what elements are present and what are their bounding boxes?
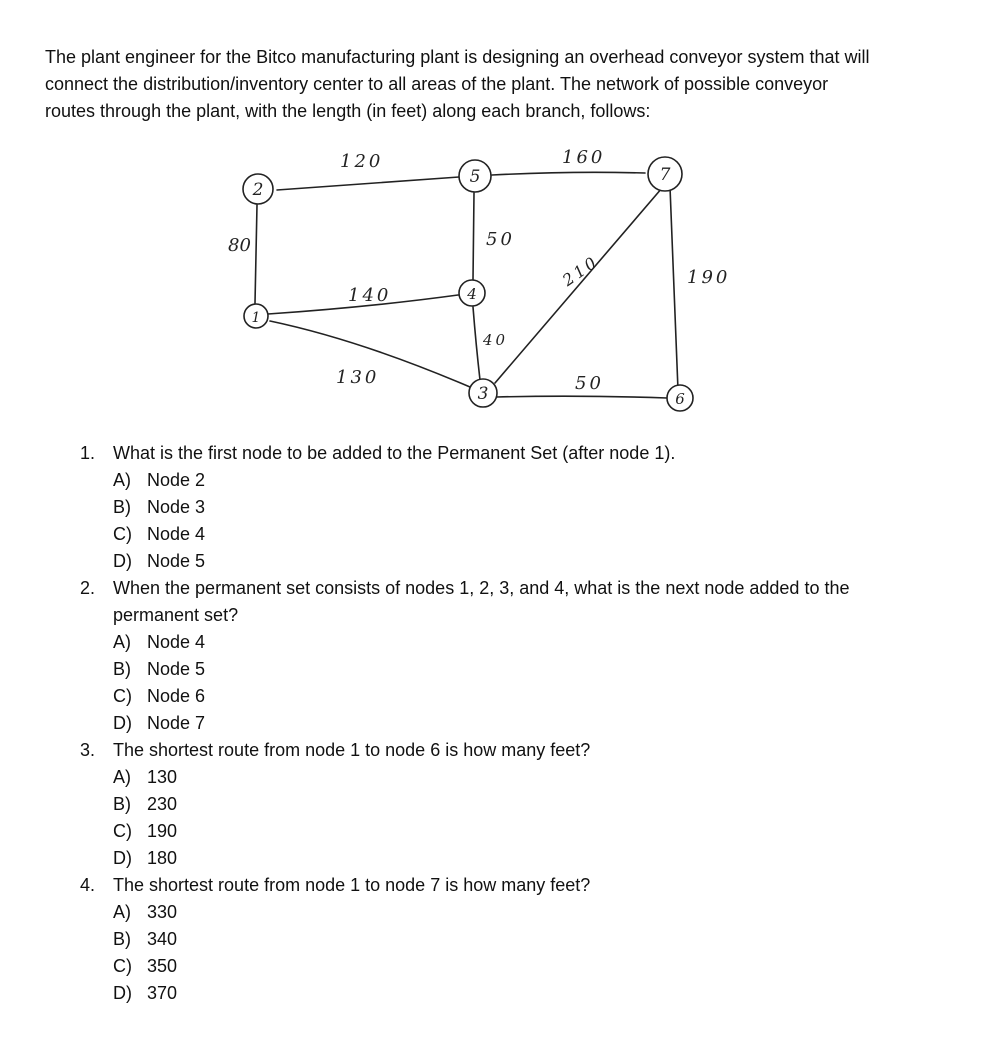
option-text: 180 [147, 848, 178, 868]
node-2-label: 2 [252, 180, 264, 200]
answer-option [113, 926, 900, 953]
option-letter: D) [113, 848, 132, 868]
option-letter: D) [113, 551, 132, 571]
option-text: Node 2 [147, 470, 206, 490]
node-7 [648, 157, 682, 191]
intro-line: connect the distribution/inventory center to all areas of the plant. The network of possible conveyor [45, 74, 829, 94]
answer-option [113, 764, 900, 791]
answer-options [113, 899, 900, 1007]
edge-label-4-3: 40 [483, 331, 509, 349]
question-text: permanent set? [113, 605, 239, 625]
edge-label-2-1: 80 [228, 235, 251, 256]
option-text: 330 [147, 902, 178, 922]
option-letter: B) [113, 497, 131, 517]
option-letter: C) [113, 686, 132, 706]
intro-line: routes through the plant, with the length (in feet) along each branch, follows: [45, 101, 651, 121]
option-letter: B) [113, 659, 131, 679]
answer-options [113, 764, 900, 872]
option-text: Node 4 [147, 524, 206, 544]
option-text: Node 3 [147, 497, 206, 517]
edge-label-3-6: 50 [575, 373, 604, 394]
option-letter: B) [113, 929, 131, 949]
question-text: When the permanent set consists of nodes 1, 2, 3, and 4, what is the next node added to the [113, 578, 850, 598]
option-text: 370 [147, 983, 178, 1003]
node-1 [244, 304, 268, 328]
edge-label-5-4: 50 [486, 229, 515, 250]
edge-label-2-5: 120 [340, 151, 384, 172]
option-letter: A) [113, 902, 131, 922]
node-7-label: 7 [659, 165, 671, 185]
answer-options [113, 467, 900, 575]
answer-option [113, 899, 900, 926]
edge-label-3-7: 210 [558, 251, 603, 290]
edge-4-3 [473, 307, 480, 380]
question-number: 1. [80, 443, 96, 463]
question-2 [80, 575, 900, 737]
answer-option [113, 494, 900, 521]
option-letter: C) [113, 821, 132, 841]
node-5-label: 5 [469, 167, 481, 187]
question-text: The shortest route from node 1 to node 7 is how many feet? [113, 875, 591, 895]
question-text: The shortest route from node 1 to node 6 is how many feet? [113, 740, 591, 760]
node-4-label: 4 [467, 285, 477, 303]
question-4 [80, 872, 900, 1007]
node-4 [459, 280, 485, 306]
edge-label-7-6: 190 [687, 267, 731, 288]
node-2 [243, 174, 273, 204]
node-6 [667, 385, 693, 411]
edge-label-1-3: 130 [336, 367, 380, 388]
edge-3-6 [497, 396, 667, 398]
answer-option [113, 845, 900, 872]
answer-options [113, 629, 900, 737]
answer-option [113, 791, 900, 818]
node-3-label: 3 [477, 384, 489, 404]
edge-2-5 [277, 177, 459, 190]
question-text: What is the first node to be added to the Permanent Set (after node 1). [113, 443, 676, 463]
answer-option [113, 683, 900, 710]
option-text: Node 6 [147, 686, 206, 706]
conveyor-network-diagram [200, 135, 760, 430]
edge-label-1-4: 140 [348, 285, 392, 306]
node-1-label: 1 [251, 310, 261, 326]
answer-option [113, 656, 900, 683]
option-text: 350 [147, 956, 178, 976]
option-letter: A) [113, 632, 131, 652]
option-text: Node 4 [147, 632, 206, 652]
network-svg [200, 135, 760, 425]
edge-label-5-7: 160 [562, 147, 606, 168]
option-text: 190 [147, 821, 178, 841]
answer-option [113, 710, 900, 737]
node-6-label: 6 [675, 390, 685, 408]
option-letter: D) [113, 713, 132, 733]
question-number: 2. [80, 578, 96, 598]
edge-5-4 [473, 193, 474, 280]
question-list [80, 440, 900, 1007]
question-1 [80, 440, 900, 575]
answer-option [113, 629, 900, 656]
option-letter: A) [113, 470, 131, 490]
answer-option [113, 548, 900, 575]
option-letter: C) [113, 956, 132, 976]
option-text: 130 [147, 767, 178, 787]
problem-statement [45, 44, 945, 125]
option-letter: C) [113, 524, 132, 544]
question-number: 4. [80, 875, 96, 895]
question-number: 3. [80, 740, 96, 760]
option-text: 230 [147, 794, 178, 814]
answer-option [113, 521, 900, 548]
option-letter: A) [113, 767, 131, 787]
edge-5-7 [492, 172, 645, 175]
option-letter: B) [113, 794, 131, 814]
option-text: Node 5 [147, 551, 206, 571]
option-text: 340 [147, 929, 178, 949]
node-5 [459, 160, 491, 192]
edge-7-6 [670, 187, 678, 390]
answer-option [113, 980, 900, 1007]
intro-line: The plant engineer for the Bitco manufacturing plant is designing an overhead conveyor system that will [45, 47, 870, 67]
edge-3-7 [495, 188, 662, 383]
node-3 [469, 379, 497, 407]
answer-option [113, 953, 900, 980]
answer-option [113, 818, 900, 845]
option-text: Node 7 [147, 713, 206, 733]
option-letter: D) [113, 983, 132, 1003]
edge-2-1 [255, 205, 257, 303]
question-3 [80, 737, 900, 872]
answer-option [113, 467, 900, 494]
option-text: Node 5 [147, 659, 206, 679]
